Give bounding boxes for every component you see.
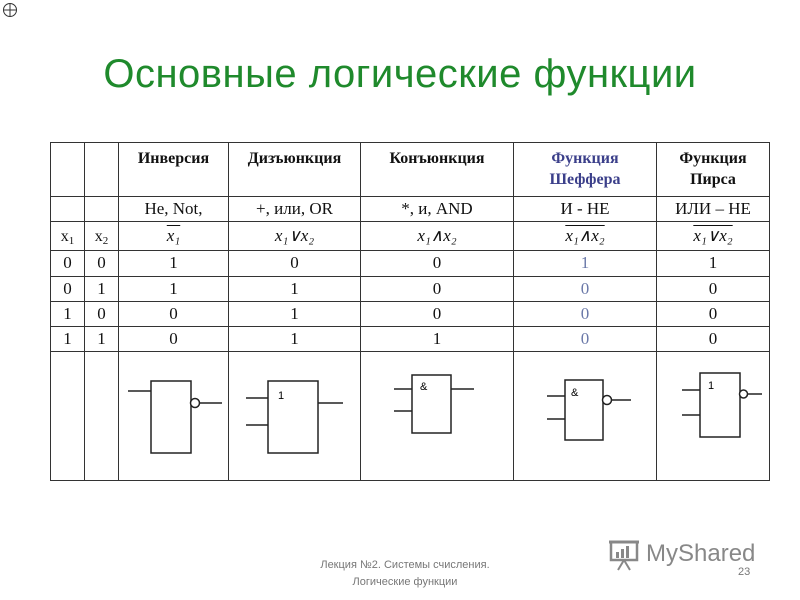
row1-inversion: 1 xyxy=(119,251,229,276)
row2-x1: 0 xyxy=(51,276,85,301)
not-gate-icon xyxy=(120,359,228,469)
row3-x1: 1 xyxy=(51,301,85,326)
footer-line-2: Логические функции xyxy=(352,576,458,588)
header-pierce: Функция Пирса xyxy=(657,143,770,197)
logo-text: MyShared xyxy=(646,540,756,567)
nor-gate-icon xyxy=(658,359,768,469)
row1-x1: 0 xyxy=(51,251,85,276)
row3-disjunction: 1 xyxy=(229,301,361,326)
row1-sheffer: 1 xyxy=(514,251,657,276)
row2-pierce: 0 xyxy=(657,276,770,301)
row1-conjunction: 0 xyxy=(361,251,514,276)
table-plus-icon xyxy=(2,2,18,18)
row2-conjunction: 0 xyxy=(361,276,514,301)
gate-disjunction xyxy=(229,352,361,481)
row1-x2: 0 xyxy=(85,251,119,276)
gate-conjunction xyxy=(361,352,514,481)
row2-sheffer: 0 xyxy=(514,276,657,301)
row2-disjunction: 1 xyxy=(229,276,361,301)
slide-title: Основные логические функции xyxy=(103,52,697,96)
name-conjunction: *, и, AND xyxy=(361,196,514,221)
header-disjunction: Дизъюнкция xyxy=(229,143,361,197)
presentation-screen-icon xyxy=(608,538,644,572)
header-inversion: Инверсия xyxy=(119,143,229,197)
row2-x2: 1 xyxy=(85,276,119,301)
or-gate-icon xyxy=(230,359,360,469)
row4-x2: 1 xyxy=(85,327,119,352)
name-disjunction: +, или, OR xyxy=(229,196,361,221)
nand-gate-icon xyxy=(515,359,655,469)
row3-x2: 0 xyxy=(85,301,119,326)
empty-header-x2 xyxy=(85,143,119,197)
row1-disjunction: 0 xyxy=(229,251,361,276)
name-sheffer: И - НЕ xyxy=(514,196,657,221)
formula-conjunction: x₁∧x₂ xyxy=(361,221,514,250)
formula-sheffer: x₁∧x₂ xyxy=(514,221,657,250)
gate-inversion xyxy=(119,352,229,481)
name-inversion: Не, Not, xyxy=(119,196,229,221)
empty-name-x1 xyxy=(51,196,85,221)
empty-gate-x1 xyxy=(51,352,85,481)
row4-inversion: 0 xyxy=(119,327,229,352)
empty-header-x1 xyxy=(51,143,85,197)
formula-pierce: x₁∨x₂ xyxy=(657,221,770,250)
empty-gate-x2 xyxy=(85,352,119,481)
gate-pierce xyxy=(657,352,770,481)
slide-footer xyxy=(300,557,510,591)
row3-sheffer: 0 xyxy=(514,301,657,326)
row1-pierce: 1 xyxy=(657,251,770,276)
truth-table xyxy=(50,142,769,481)
row4-pierce: 0 xyxy=(657,327,770,352)
row3-pierce: 0 xyxy=(657,301,770,326)
row4-x1: 1 xyxy=(51,327,85,352)
var-x1: $x_1$ xyxy=(51,221,85,250)
formula-disjunction: x₁∨x₂ xyxy=(229,221,361,250)
gate-label-conjunction: & xyxy=(420,380,428,393)
row3-inversion: 0 xyxy=(119,301,229,326)
gate-sheffer xyxy=(514,352,657,481)
row4-sheffer: 0 xyxy=(514,327,657,352)
page-number: 23 xyxy=(738,566,751,578)
and-gate-icon xyxy=(362,359,512,469)
row3-conjunction: 0 xyxy=(361,301,514,326)
row4-conjunction: 1 xyxy=(361,327,514,352)
header-conjunction: Конъюнкция xyxy=(361,143,514,197)
name-pierce: ИЛИ – НЕ xyxy=(657,196,770,221)
row2-inversion: 1 xyxy=(119,276,229,301)
empty-name-x2 xyxy=(85,196,119,221)
header-sheffer: Функция Шеффера xyxy=(514,143,657,197)
footer-line-1: Лекция №2. Системы счисления. xyxy=(320,559,490,571)
var-x2: $x_2$ xyxy=(85,221,119,250)
gate-label-sheffer: & xyxy=(571,386,579,399)
gate-label-pierce: 1 xyxy=(708,379,715,392)
gate-label-disjunction: 1 xyxy=(277,389,284,402)
row4-disjunction: 1 xyxy=(229,327,361,352)
formula-inversion: x₁ xyxy=(119,221,229,250)
